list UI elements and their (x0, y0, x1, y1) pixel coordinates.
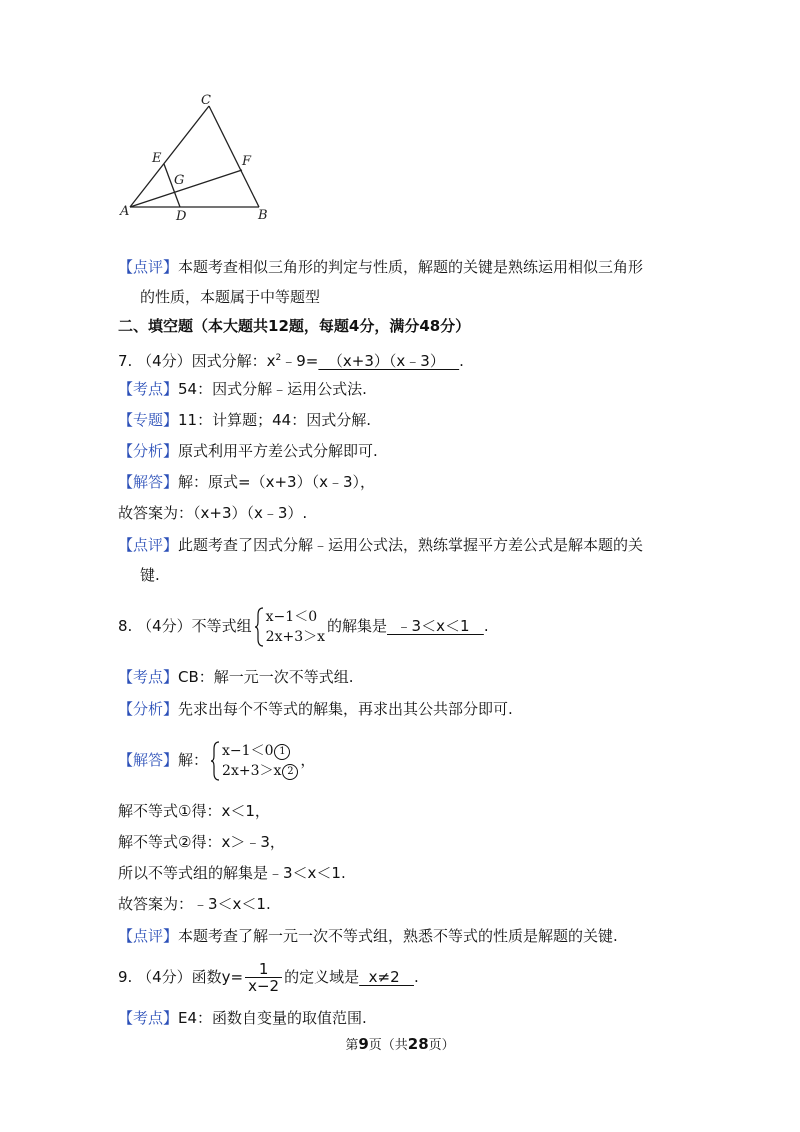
q7-dianping-1 (118, 534, 643, 556)
page-footer (0, 1034, 800, 1053)
q9-fraction (245, 961, 282, 994)
q7-stem-text: 因式分解：x (191, 352, 276, 370)
q7-kaodian (118, 378, 367, 400)
segment-af (130, 170, 242, 207)
q8-fenxi-text: 先求出每个不等式的解集，再求出其公共部分即可. (178, 700, 513, 718)
section-title: 二、填空题（本大题共12题，每题4分，满分48分） (118, 317, 471, 335)
fenxi-tag: 【分析】 (118, 700, 179, 718)
kaodian-tag: 【考点】 (118, 380, 179, 398)
q8-ineq-1: x−1＜0 (265, 608, 318, 625)
review-text-cont: 的性质，本题属于中等题型 (140, 288, 321, 306)
q8-number: 8. (118, 617, 133, 635)
q7-stem-rest: ﹣9= (281, 352, 319, 370)
q7-dianping-2: 键. (140, 566, 160, 584)
kaodian-tag: 【考点】 (118, 1009, 179, 1027)
review-tag: 【点评】 (118, 258, 179, 276)
q9-stem (118, 957, 419, 997)
zhuanti-tag: 【专题】 (118, 411, 179, 429)
segment-ac (130, 106, 209, 207)
q9-kaodian (118, 1007, 367, 1029)
q8-dianping (118, 925, 618, 947)
q7-end: . (459, 352, 464, 370)
q7-answer: （x+3）（x﹣3） (318, 352, 460, 370)
q8-final-answer: 故答案为：﹣3＜x＜1. (118, 895, 271, 913)
dianping-tag: 【点评】 (118, 927, 179, 945)
label-f: F (242, 154, 252, 169)
q8-ineq-2: 2x+3＞x (265, 628, 325, 645)
q9-score: （4分） (137, 968, 192, 986)
label-g: G (174, 173, 185, 188)
dianping-tag: 【点评】 (118, 536, 179, 554)
q8-stem-rest: 的解集是 (327, 617, 388, 635)
q9-end: . (413, 968, 419, 986)
footer-suffix: 页） (428, 1038, 455, 1053)
segment-bc (209, 106, 259, 207)
review-line-1 (118, 256, 643, 278)
q8-score: （4分） (137, 617, 192, 635)
q7-score: （4分） (137, 352, 192, 370)
label-d: D (176, 209, 187, 224)
q8-answer: ﹣3＜x＜1 (387, 617, 484, 635)
q8-step-2: 解不等式②得：x＞﹣3， (118, 833, 285, 851)
q7-jieda (118, 471, 375, 493)
jieda-tag: 【解答】 (118, 473, 179, 491)
q7-zhuanti-text: 11：计算题；44：因式分解. (178, 411, 371, 429)
q7-stem (118, 347, 464, 372)
fenxi-tag: 【分析】 (118, 442, 179, 460)
triangle-figure (112, 92, 282, 227)
q8-jieda-ineq-2-text: 2x+3＞x (222, 762, 282, 779)
q8-kaodian-text: CB：解一元一次不等式组. (178, 668, 354, 686)
q9-kaodian-text: E4：函数自变量的取值范围. (178, 1009, 367, 1027)
q7-number: 7. (118, 352, 133, 370)
q8-kaodian (118, 666, 354, 688)
q7-exponent: 2 (275, 353, 282, 363)
q8-stem (118, 604, 489, 648)
q7-kaodian-text: 54：因式分解﹣运用公式法. (178, 380, 367, 398)
q9-number: 9. (118, 968, 133, 986)
jieda-tag: 【解答】 (118, 751, 179, 769)
q7-zhuanti (118, 409, 371, 431)
q7-final-answer: 故答案为：（x+3）（x﹣3）. (118, 504, 308, 522)
q7-fenxi (118, 440, 378, 462)
q8-fenxi (118, 698, 513, 720)
q9-stem-rest: 的定义域是 (284, 968, 360, 986)
label-a: A (120, 204, 130, 219)
review-line-2 (140, 286, 320, 308)
q8-inequality-system (254, 607, 325, 647)
q8-jieda (118, 738, 315, 782)
q8-step-3: 所以不等式组的解集是﹣3＜x＜1. (118, 864, 346, 882)
q9-frac-denominator: x−2 (248, 977, 280, 995)
circled-one-icon: 1 (274, 744, 290, 760)
q8-step-1: 解不等式①得：x＜1， (118, 802, 270, 820)
q7-fenxi-text: 原式利用平方差公式分解即可. (178, 442, 378, 460)
q8-jieda-ineq-1-text: x−1＜0 (222, 742, 274, 759)
label-e: E (152, 151, 162, 166)
q8-end: . (483, 617, 489, 635)
footer-middle: 页（共 (368, 1038, 408, 1053)
footer-page-number: 9 (358, 1035, 369, 1053)
q8-jieda-ineq-1 (222, 741, 298, 761)
q9-frac-numerator: 1 (245, 961, 282, 978)
q7-dianping-text: 此题考查了因式分解﹣运用公式法，熟练掌握平方差公式是解本题的关 (178, 536, 644, 554)
q8-jieda-end: ， (300, 751, 316, 769)
q7-jieda-text: 解：原式=（x+3）（x﹣3）， (178, 473, 375, 491)
kaodian-tag: 【考点】 (118, 668, 179, 686)
brace-icon (210, 741, 220, 781)
footer-prefix: 第 (345, 1038, 359, 1053)
q9-answer: x≠2 (359, 968, 414, 986)
q8-jieda-system (210, 741, 298, 781)
q8-jieda-text: 解： (178, 751, 209, 769)
q8-stem-text: 不等式组 (191, 617, 252, 635)
footer-total-pages: 28 (407, 1035, 429, 1053)
q8-dianping-text: 本题考查了解一元一次不等式组，熟悉不等式的性质是解题的关键. (178, 927, 618, 945)
brace-icon (254, 607, 264, 647)
circled-two-icon: 2 (282, 764, 298, 780)
review-text: 本题考查相似三角形的判定与性质，解题的关键是熟练运用相似三角形 (178, 258, 644, 276)
q9-stem-text: 函数y= (191, 968, 244, 986)
label-b: B (258, 208, 268, 223)
q8-jieda-ineq-2 (222, 761, 298, 781)
label-c: C (201, 93, 211, 108)
